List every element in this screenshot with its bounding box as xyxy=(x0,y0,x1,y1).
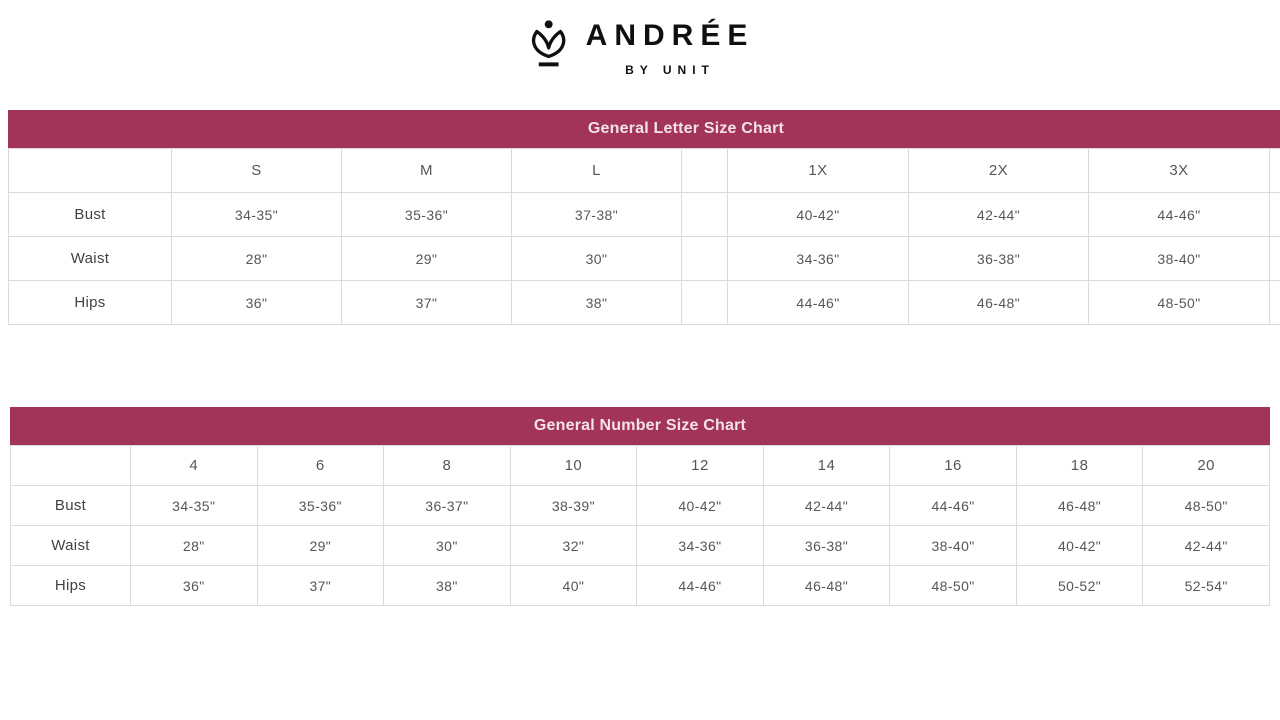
measurement-cell: 29" xyxy=(342,237,512,281)
measurement-row-label: Bust xyxy=(11,486,131,526)
size-table xyxy=(8,148,1280,325)
measurement-row-label: Waist xyxy=(11,526,131,566)
measurement-cell: 36" xyxy=(131,566,258,606)
size-column-header: L xyxy=(512,149,682,193)
measurement-cell: 38" xyxy=(384,566,511,606)
measurement-cell: 46-48" xyxy=(1016,486,1143,526)
measurement-cell: 42-44" xyxy=(909,193,1089,237)
size-column-header xyxy=(1270,149,1280,193)
measurement-cell xyxy=(682,193,728,237)
table-header-row xyxy=(9,149,1280,193)
size-column-header: 20 xyxy=(1143,446,1270,486)
number-chart-table-host xyxy=(10,445,1270,606)
tulip-flower-icon xyxy=(526,12,572,76)
measurement-cell: 28" xyxy=(131,526,258,566)
number-chart-title: General Number Size Chart xyxy=(533,417,747,434)
measurement-cell: 40-42" xyxy=(1016,526,1143,566)
measurement-cell: 38" xyxy=(512,281,682,325)
brand-tagline: BY UNIT xyxy=(625,63,715,77)
measurement-cell: 52-54" xyxy=(1143,566,1270,606)
size-column-header: 14 xyxy=(763,446,890,486)
table-row xyxy=(9,193,1280,237)
size-column-header: 2X xyxy=(909,149,1089,193)
table-row xyxy=(11,526,1270,566)
measurement-row-label: Hips xyxy=(9,281,172,325)
measurement-cell: 37" xyxy=(342,281,512,325)
measurement-row-label: Waist xyxy=(9,237,172,281)
measurement-cell: 34-36" xyxy=(637,526,764,566)
measurement-cell: 30" xyxy=(384,526,511,566)
measurement-cell: 32" xyxy=(510,526,637,566)
measurement-row-label: Bust xyxy=(9,193,172,237)
size-column-header: 8 xyxy=(384,446,511,486)
size-column-header: 6 xyxy=(257,446,384,486)
measurement-cell: 48-50" xyxy=(1089,281,1270,325)
measurement-cell: 36" xyxy=(172,281,342,325)
measurement-cell: 38-40" xyxy=(890,526,1017,566)
measurement-cell: 37-38" xyxy=(512,193,682,237)
measurement-cell: 46-48" xyxy=(763,566,890,606)
letter-chart-table-host xyxy=(8,148,1280,325)
measurement-cell: 40-42" xyxy=(728,193,909,237)
size-column-header: S xyxy=(172,149,342,193)
measurement-cell: 37" xyxy=(257,566,384,606)
measurement-cell: 44-46" xyxy=(1089,193,1270,237)
number-chart-title-band xyxy=(10,407,1270,445)
size-column-header: M xyxy=(342,149,512,193)
measurement-cell: 35-36" xyxy=(342,193,512,237)
size-column-header xyxy=(11,446,131,486)
table-header-row xyxy=(11,446,1270,486)
measurement-cell: 46-48" xyxy=(909,281,1089,325)
measurement-cell: 38-39" xyxy=(510,486,637,526)
measurement-cell xyxy=(1270,237,1280,281)
table-row xyxy=(11,566,1270,606)
measurement-cell: 40" xyxy=(510,566,637,606)
size-column-header xyxy=(682,149,728,193)
measurement-cell: 42-44" xyxy=(763,486,890,526)
number-size-chart-section xyxy=(10,407,1270,606)
measurement-cell: 34-35" xyxy=(131,486,258,526)
brand-text xyxy=(586,12,755,77)
measurement-cell: 29" xyxy=(257,526,384,566)
measurement-cell xyxy=(682,237,728,281)
measurement-cell: 48-50" xyxy=(890,566,1017,606)
letter-chart-title-band xyxy=(8,110,1280,148)
brand-name: ANDRÉE xyxy=(585,19,755,52)
size-column-header: 16 xyxy=(890,446,1017,486)
measurement-cell: 36-38" xyxy=(763,526,890,566)
size-column-header: 12 xyxy=(637,446,764,486)
measurement-cell: 40-42" xyxy=(637,486,764,526)
size-table xyxy=(10,445,1270,606)
measurement-cell: 36-37" xyxy=(384,486,511,526)
table-row xyxy=(11,486,1270,526)
measurement-cell: 34-35" xyxy=(172,193,342,237)
measurement-cell xyxy=(1270,193,1280,237)
measurement-cell xyxy=(1270,281,1280,325)
measurement-cell: 44-46" xyxy=(890,486,1017,526)
measurement-cell: 34-36" xyxy=(728,237,909,281)
size-column-header: 4 xyxy=(131,446,258,486)
size-column-header: 3X xyxy=(1089,149,1270,193)
table-row xyxy=(9,281,1280,325)
measurement-cell: 36-38" xyxy=(909,237,1089,281)
measurement-cell: 44-46" xyxy=(637,566,764,606)
brand-logo[interactable] xyxy=(526,12,755,77)
size-column-header: 1X xyxy=(728,149,909,193)
measurement-cell: 42-44" xyxy=(1143,526,1270,566)
measurement-cell: 48-50" xyxy=(1143,486,1270,526)
measurement-cell: 35-36" xyxy=(257,486,384,526)
measurement-cell xyxy=(682,281,728,325)
measurement-cell: 28" xyxy=(172,237,342,281)
letter-size-chart-section xyxy=(8,110,1280,325)
measurement-cell: 44-46" xyxy=(728,281,909,325)
size-column-header xyxy=(9,149,172,193)
measurement-cell: 50-52" xyxy=(1016,566,1143,606)
measurement-cell: 30" xyxy=(512,237,682,281)
measurement-cell: 38-40" xyxy=(1089,237,1270,281)
table-row xyxy=(9,237,1280,281)
size-column-header: 10 xyxy=(510,446,637,486)
measurement-row-label: Hips xyxy=(11,566,131,606)
letter-chart-title: General Letter Size Chart xyxy=(587,120,785,137)
size-column-header: 18 xyxy=(1016,446,1143,486)
